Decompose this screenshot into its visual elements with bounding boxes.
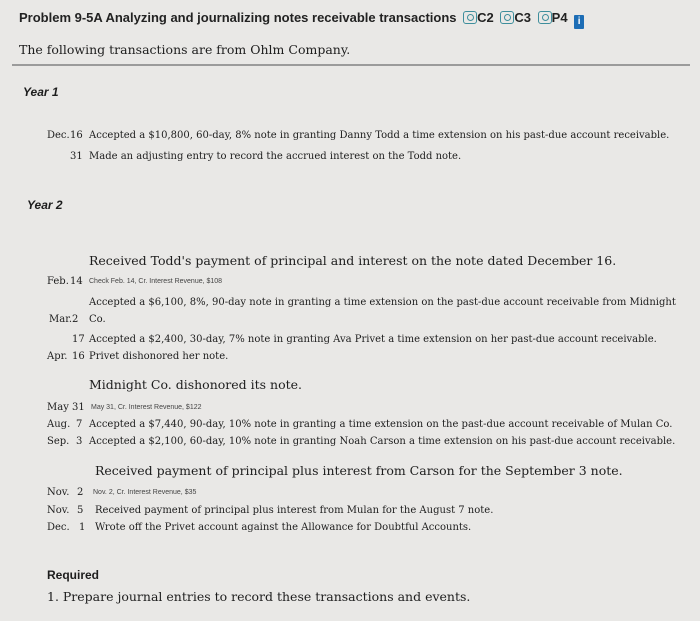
year-1-label: Year 1 [23,85,59,99]
entry-text: Received Todd's payment of principal and interest on the note dated December 16. [89,253,617,268]
entry-month: Aug. [47,419,71,430]
entry-text: Accepted a $2,400, 30-day, 7% note in granting Ava Privet a time extension on her past-due account receivable. [89,334,657,345]
entry-month: Sep. [47,436,70,447]
entry-text: Wrote off the Privet account against the Allowance for Doubtful Accounts. [95,522,472,533]
entry-day: 7 [76,419,83,430]
info-icon[interactable]: i [574,15,584,29]
problem-subtitle: The following transactions are from Ohlm Company. [19,42,351,57]
problem-title [19,10,584,29]
entry-text: Accepted a $6,100, 8%, 90-day note in granting a time extension on the past-due account receivable from Midnight [89,297,676,308]
entry-month: Dec. [47,130,70,141]
tag-c3: C3 [514,10,532,25]
learning-objective-icon[interactable] [463,11,477,24]
entry-text: Received payment of principal plus interest from Carson for the September 3 note. [95,463,623,478]
entry-text: Made an adjusting entry to record the accrued interest on the Todd note. [89,151,462,162]
required-item: 1. Prepare journal entries to record these transactions and events. [47,589,471,604]
entry-month: Mar. [49,314,73,325]
entry-month: Dec. [47,522,70,533]
entry-month: Feb. [47,276,69,287]
required-heading: Required [47,568,100,582]
problem-title-text: Problem 9-5A Analyzing and journalizing notes receivable transactions [19,10,457,25]
entry-day: 14 [70,276,83,287]
tag-p4: P4 [551,10,568,25]
entry-day: 3 [76,436,83,447]
entry-day: 16 [70,130,83,141]
entry-text: Accepted a $10,800, 60-day, 8% note in granting Danny Todd a time extension on his past-due account receivable. [89,130,670,141]
divider [12,64,690,66]
entry-day: 2 [77,487,84,498]
entry-day: 16 [72,351,85,362]
entry-month: May [47,402,69,413]
tag-c2: C2 [477,10,494,25]
entry-text: Privet dishonored her note. [89,351,229,362]
answer-note: Nov. 2, Cr. Interest Revenue, $35 [93,489,197,496]
learning-objective-icon[interactable] [500,11,514,24]
entry-month: Nov. [47,487,70,498]
entry-day: 5 [77,505,84,516]
learning-objective-icon[interactable] [538,11,552,24]
entry-text: Accepted a $7,440, 90-day, 10% note in granting a time extension on the past-due account receivable of Mulan Co. [89,419,673,430]
entry-text: Accepted a $2,100, 60-day, 10% note in granting Noah Carson a time extension on his past-due account receivable. [89,436,676,447]
answer-note: Check Feb. 14, Cr. Interest Revenue, $108 [89,278,223,285]
entry-day: 1 [79,522,86,533]
year-2-label: Year 2 [27,198,63,212]
entry-day: 31 [72,402,85,413]
answer-note: May 31, Cr. Interest Revenue, $122 [91,404,202,411]
entry-day: 17 [72,334,85,345]
entry-text: Midnight Co. dishonored its note. [89,377,303,392]
entry-text: Co. [89,314,106,325]
entry-day: 31 [70,151,83,162]
entry-day: 2 [72,314,79,325]
entry-text: Received payment of principal plus interest from Mulan for the August 7 note. [95,505,494,516]
entry-month: Apr. [47,351,68,362]
entry-month: Nov. [47,505,70,516]
